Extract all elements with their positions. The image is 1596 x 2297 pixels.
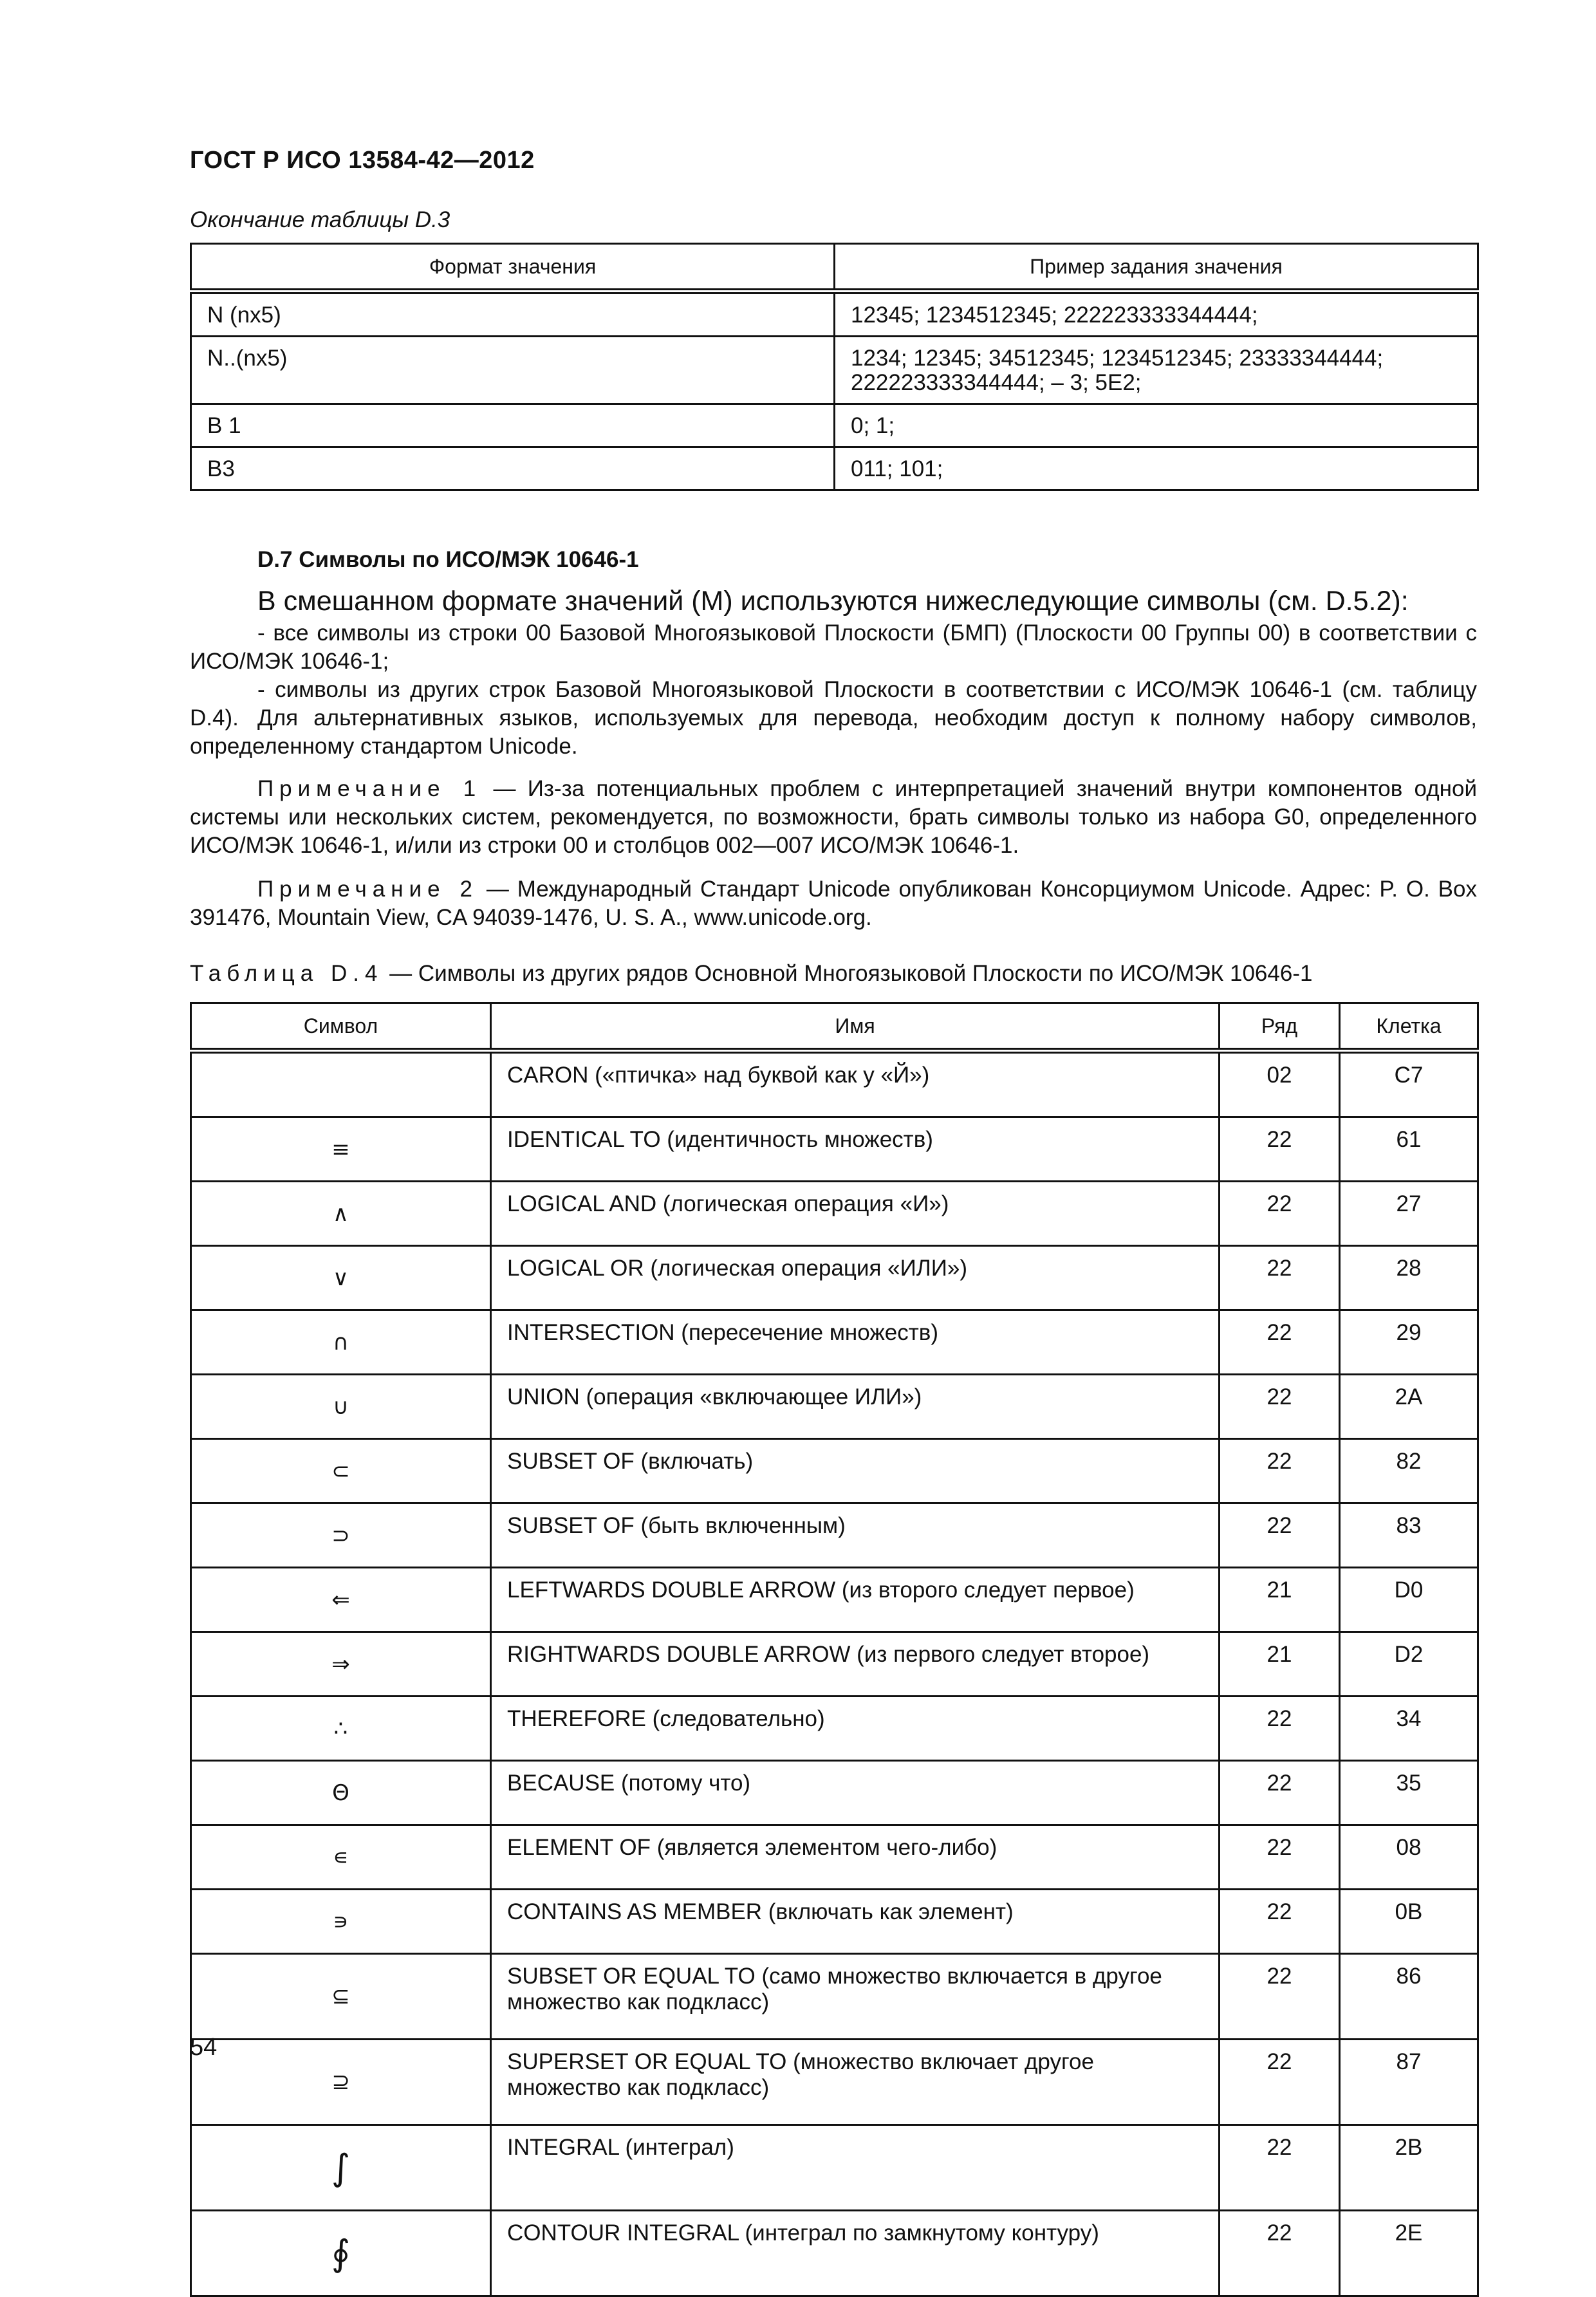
- cell-code: 83: [1340, 1503, 1478, 1568]
- symbol-cell: Θ: [191, 1761, 491, 1825]
- symbol-cell: ⊃: [191, 1503, 491, 1568]
- table-row: [191, 1375, 1478, 1439]
- table-row: [191, 2125, 1478, 2211]
- format-cell: B3: [191, 447, 835, 490]
- row-cell: 22: [1220, 1503, 1340, 1568]
- row-cell: 22: [1220, 2125, 1340, 2211]
- symbol-cell: ∪: [191, 1375, 491, 1439]
- cell-code: 08: [1340, 1825, 1478, 1890]
- row-cell: 22: [1220, 1825, 1340, 1890]
- cell-code: 2B: [1340, 2125, 1478, 2211]
- name-cell: LEFTWARDS DOUBLE ARROW (из второго следует первое): [491, 1568, 1220, 1632]
- symbol-cell: [191, 1051, 491, 1117]
- table-row: [191, 1182, 1478, 1246]
- cell-code: 86: [1340, 1954, 1478, 2040]
- symbol-cell: ⊇: [191, 2040, 491, 2125]
- example-cell: 0; 1;: [835, 404, 1478, 447]
- row-cell: 21: [1220, 1632, 1340, 1697]
- table-title: — Символы из других рядов Основной Многоязыковой Плоскости по ИСО/МЭК 10646-1: [383, 961, 1313, 986]
- row-cell: 22: [1220, 1246, 1340, 1310]
- cell-code: D2: [1340, 1632, 1478, 1697]
- bullet-item: - все символы из строки 00 Базовой Многоязыковой Плоскости (БМП) (Плоскости 00 Группы 00) в соответствии с ИСО/МЭК 10646-1;: [190, 620, 1477, 674]
- symbol-cell: ∍: [191, 1890, 491, 1954]
- table-row: [191, 2040, 1478, 2125]
- note-label: Примечание 1: [257, 776, 482, 801]
- symbol-cell: ∩: [191, 1310, 491, 1375]
- table-row: [191, 1246, 1478, 1310]
- cell-code: C7: [1340, 1051, 1478, 1117]
- table-row: [191, 1890, 1478, 1954]
- symbol-cell: ≡: [191, 1117, 491, 1182]
- table-row: [191, 1954, 1478, 2040]
- row-cell: 22: [1220, 1182, 1340, 1246]
- name-cell: INTEGRAL (интеграл): [491, 2125, 1220, 2211]
- table-d3-caption: Окончание таблицы D.3: [190, 207, 450, 232]
- row-cell: 22: [1220, 2211, 1340, 2296]
- name-cell: IDENTICAL TO (идентичность множеств): [491, 1117, 1220, 1182]
- table-d4-caption: [190, 961, 1312, 987]
- table-d4: [190, 1002, 1479, 2297]
- symbol-cell: ∨: [191, 1246, 491, 1310]
- format-cell: B 1: [191, 404, 835, 447]
- row-cell: 22: [1220, 1310, 1340, 1375]
- table-row: [191, 404, 1478, 447]
- table-row: [191, 337, 1478, 404]
- column-header: Символ: [191, 1003, 491, 1051]
- name-cell: CONTAINS AS MEMBER (включать как элемент): [491, 1890, 1220, 1954]
- name-cell: THEREFORE (следовательно): [491, 1697, 1220, 1761]
- cell-code: 27: [1340, 1182, 1478, 1246]
- table-row: [191, 1825, 1478, 1890]
- name-cell: INTERSECTION (пересечение множеств): [491, 1310, 1220, 1375]
- format-cell: N (nx5): [191, 292, 835, 337]
- symbol-cell: ∴: [191, 1697, 491, 1761]
- column-header: Пример задания значения: [835, 244, 1478, 292]
- table-row: [191, 1117, 1478, 1182]
- symbol-cell: ∫: [191, 2125, 491, 2211]
- row-cell: 22: [1220, 1890, 1340, 1954]
- table-row: [191, 292, 1478, 337]
- row-cell: 22: [1220, 2040, 1340, 2125]
- name-cell: SUBSET OR EQUAL TO (само множество включается в другое множество как подкласс): [491, 1954, 1220, 2040]
- column-header: Ряд: [1220, 1003, 1340, 1051]
- name-cell: SUBSET OF (включать): [491, 1439, 1220, 1503]
- row-cell: 22: [1220, 1117, 1340, 1182]
- cell-code: 0B: [1340, 1890, 1478, 1954]
- document-header: ГОСТ Р ИСО 13584-42—2012: [190, 147, 535, 174]
- format-cell: N..(nx5): [191, 337, 835, 404]
- example-cell: 011; 101;: [835, 447, 1478, 490]
- cell-code: 2A: [1340, 1375, 1478, 1439]
- cell-code: 28: [1340, 1246, 1478, 1310]
- page-number: 54: [190, 2034, 218, 2061]
- table-label: Таблица D.4: [190, 961, 384, 986]
- name-cell: LOGICAL OR (логическая операция «ИЛИ»): [491, 1246, 1220, 1310]
- name-cell: UNION (операция «включающее ИЛИ»): [491, 1375, 1220, 1439]
- row-cell: 02: [1220, 1051, 1340, 1117]
- cell-code: 61: [1340, 1117, 1478, 1182]
- cell-code: 82: [1340, 1439, 1478, 1503]
- note-text: — Международный Стандарт Unicode опубликован Консорциумом Unicode. Адрес: P. O. Box 391476, Mountain View, CA 94039-1476, U. S. A., www.unicode.org.: [190, 877, 1477, 930]
- name-cell: RIGHTWARDS DOUBLE ARROW (из первого следует второе): [491, 1632, 1220, 1697]
- section-intro: В смешанном формате значений (М) используются нижеследующие символы (см. D.5.2):: [257, 586, 1409, 617]
- cell-code: 2E: [1340, 2211, 1478, 2296]
- table-row: [191, 1632, 1478, 1697]
- table-row: [191, 1568, 1478, 1632]
- cell-code: 35: [1340, 1761, 1478, 1825]
- table-row: [191, 2211, 1478, 2296]
- row-cell: 22: [1220, 1761, 1340, 1825]
- table-d3: [190, 243, 1479, 491]
- paragraph: Для альтернативных языков, используемых для перевода, необходим доступ к полному набору символов, определенному стандартом Unicode.: [190, 705, 1477, 759]
- table-d3-header-row: [191, 244, 1478, 292]
- symbol-cell: ∧: [191, 1182, 491, 1246]
- row-cell: 22: [1220, 1697, 1340, 1761]
- example-cell: 1234; 12345; 34512345; 1234512345; 23333344444; 222223333344444; – 3; 5E2;: [835, 337, 1478, 404]
- symbol-cell: ⊂: [191, 1439, 491, 1503]
- section-heading: D.7 Символы по ИСО/МЭК 10646-1: [257, 547, 639, 572]
- table-row: [191, 1761, 1478, 1825]
- bullet-item: - символы из других строк Базовой Многоязыковой Плоскости в соответствии с ИСО/МЭК 10646-1 (см. таблицу D.4).: [190, 677, 1477, 730]
- name-cell: SUBSET OF (быть включенным): [491, 1503, 1220, 1568]
- cell-code: D0: [1340, 1568, 1478, 1632]
- symbol-cell: ∊: [191, 1825, 491, 1890]
- cell-code: 29: [1340, 1310, 1478, 1375]
- name-cell: ELEMENT OF (является элементом чего-либо): [491, 1825, 1220, 1890]
- column-header: Клетка: [1340, 1003, 1478, 1051]
- example-cell: 12345; 1234512345; 222223333344444;: [835, 292, 1478, 337]
- note-text: — Из-за потенциальных проблем с интерпретацией значений внутри компонентов одной системы или нескольких систем, рекомендуется, по возможности, брать символы только из набора G0, определенного ИСО/МЭК 10646-1, и/или из строки 00 и столбцов 002—007 ИСО/МЭК 10646-1.: [190, 776, 1477, 858]
- name-cell: LOGICAL AND (логическая операция «И»): [491, 1182, 1220, 1246]
- table-row: [191, 1051, 1478, 1117]
- table-row: [191, 1310, 1478, 1375]
- cell-code: 34: [1340, 1697, 1478, 1761]
- column-header: Формат значения: [191, 244, 835, 292]
- row-cell: 22: [1220, 1954, 1340, 2040]
- row-cell: 21: [1220, 1568, 1340, 1632]
- table-row: [191, 447, 1478, 490]
- cell-code: 87: [1340, 2040, 1478, 2125]
- note-2: [190, 875, 1477, 932]
- name-cell: SUPERSET OR EQUAL TO (множество включает другое множество как подкласс): [491, 2040, 1220, 2125]
- name-cell: CARON («птичка» над буквой как у «Й»): [491, 1051, 1220, 1117]
- name-cell: BECAUSE (потому что): [491, 1761, 1220, 1825]
- name-cell: CONTOUR INTEGRAL (интеграл по замкнутому контуру): [491, 2211, 1220, 2296]
- note-label: Примечание 2: [257, 877, 478, 902]
- symbol-cell: ∮: [191, 2211, 491, 2296]
- table-row: [191, 1697, 1478, 1761]
- note-1: [190, 775, 1477, 860]
- row-cell: 22: [1220, 1439, 1340, 1503]
- table-row: [191, 1503, 1478, 1568]
- row-cell: 22: [1220, 1375, 1340, 1439]
- symbol-cell: ⊆: [191, 1954, 491, 2040]
- table-d4-header-row: [191, 1003, 1478, 1051]
- table-row: [191, 1439, 1478, 1503]
- symbol-cell: ⇒: [191, 1632, 491, 1697]
- column-header: Имя: [491, 1003, 1220, 1051]
- symbol-cell: ⇐: [191, 1568, 491, 1632]
